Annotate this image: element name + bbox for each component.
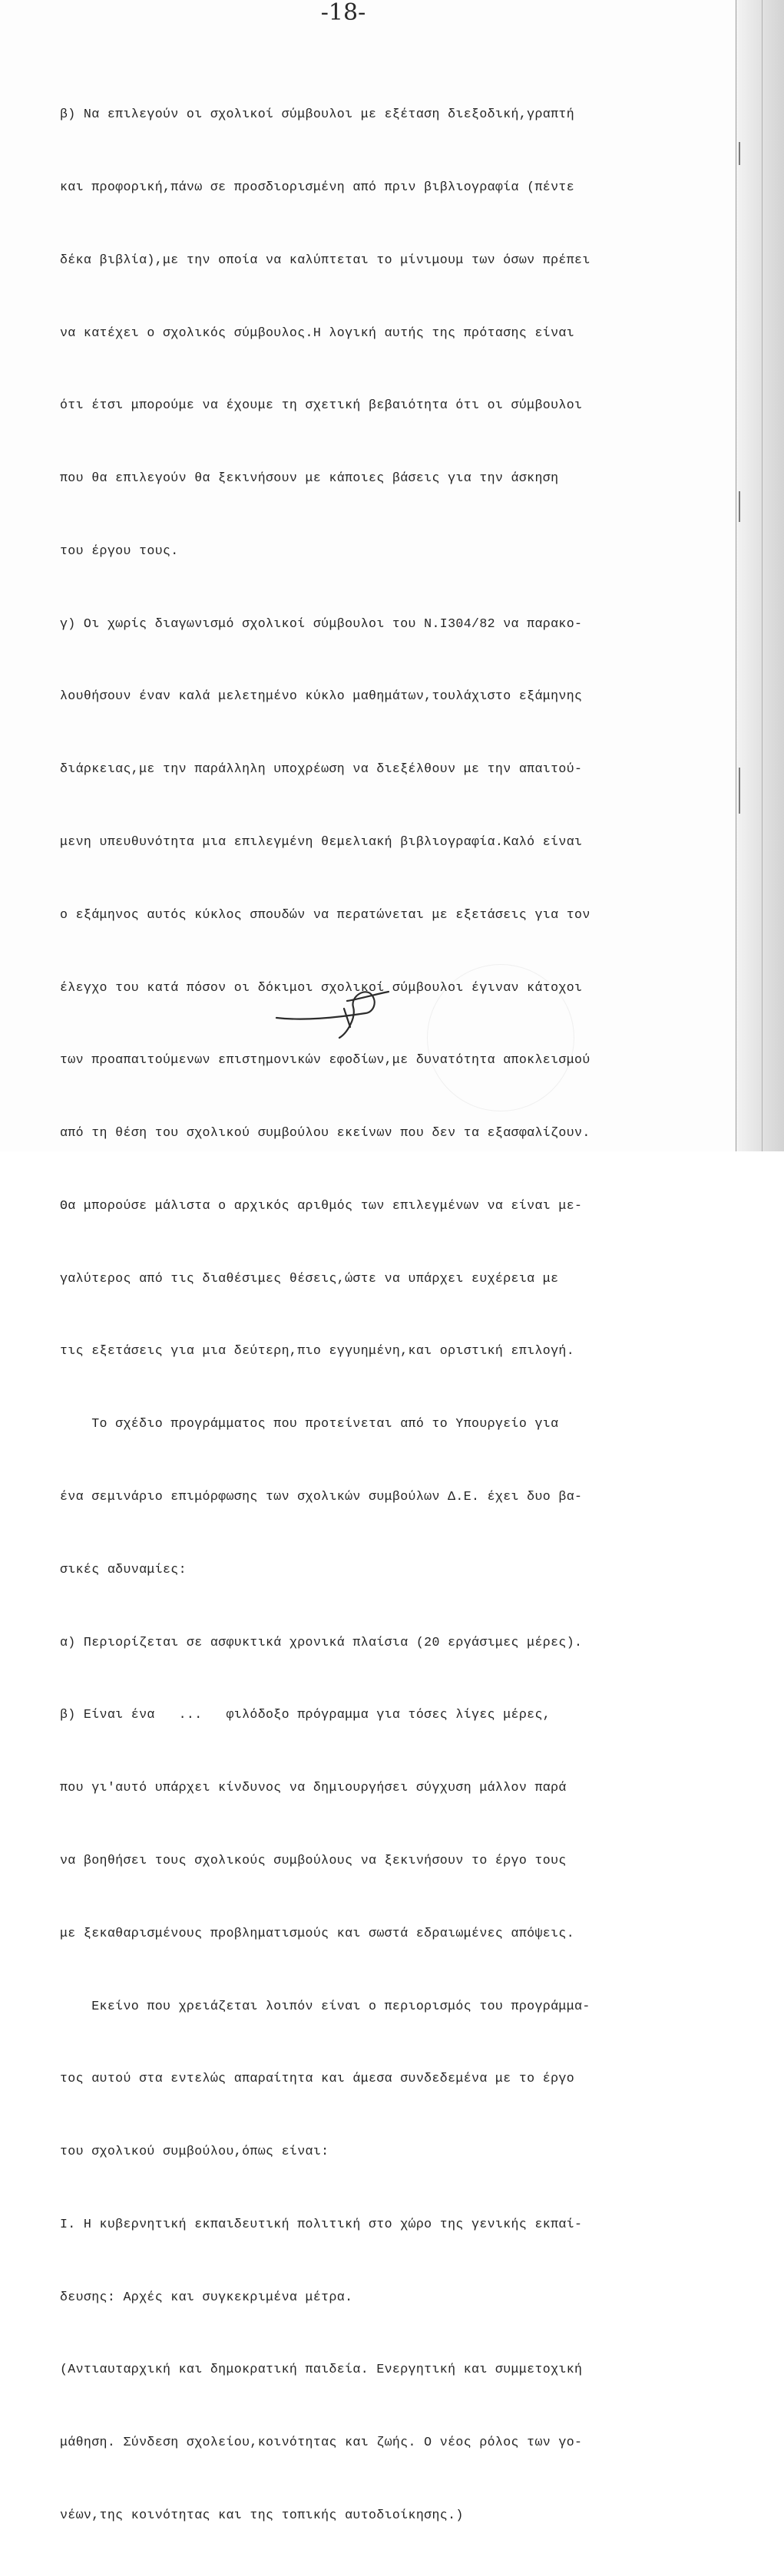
text-line: δέκα βιβλία),με την οποία να καλύπτεται το μίνιμουμ των όσων πρέπει [60,252,590,267]
text-line: Ι. Η κυβερνητική εκπαιδευτική πολιτική στο χώρο της γενικής εκπαί- [60,2216,583,2231]
text-line: και προφορική,πάνω σε προσδιορισμένη από πριν βιβλιογραφία (πέντε [60,179,575,194]
text-line: έλεγχο του κατά πόσον οι δόκιμοι σχολικοί σύμβουλοι έγιναν κάτοχοι [60,979,583,995]
text-line: μάθηση. Σύνδεση σχολείου,κοινότητας και ζωής. Ο νέος ρόλος των γο- [60,2435,583,2450]
text-line: των προαπαιτούμενων επιστημονικών εφοδίων,με δυνατότητα αποκλεισμού [60,1052,590,1068]
text-line: του σχολικού συμβούλου,όπως είναι: [60,2144,329,2159]
text-line: διάρκειας,με την παράλληλη υποχρέωση να διεξέλθουν με την απαιτού- [60,761,583,777]
text-line: ότι έτσι μπορούμε να έχουμε τη σχετική βεβαιότητα ότι οι σύμβουλοι [60,398,583,413]
page-number: -18- [320,0,366,26]
text-line: ο εξάμηνος αυτός κύκλος σπουδών να περατώνεται με εξετάσεις για τον [60,907,590,922]
edge-mark [739,142,740,165]
text-line: που γι'αυτό υπάρχει κίνδυνος να δημιουργήσει σύγχυση μάλλον παρά [60,1780,567,1795]
text-line: γ) Οι χωρίς διαγωνισμό σχολικοί σύμβουλοι του Ν.Ι304/82 να παρακο- [60,616,583,631]
text-line: του έργου τους. [60,543,179,558]
text-line: β) Να επιλεγούν οι σχολικοί σύμβουλοι με εξέταση διεξοδική,γραπτή [60,107,575,122]
text-line: μενη υπευθυνότητα μια επιλεγμένη θεμελιακή βιβλιογραφία.Καλό είναι [60,834,583,849]
text-line: που θα επιλεγούν θα ξεκινήσουν με κάποιες βάσεις για την άσκηση [60,471,559,486]
text-line: τος αυτού στα εντελώς απαραίτητα και άμεσα συνδεδεμένα με το έργο [60,2071,575,2086]
text-line: Το σχέδιο προγράμματος που προτείνεται από το Υπουργείο για [60,1416,559,1432]
text-line: α) Περιορίζεται σε ασφυκτικά χρονικά πλαίσια (20 εργάσιμες μέρες). [60,1634,583,1650]
text-line: Θα μπορούσε μάλιστα ο αρχικός αριθμός των επιλεγμένων να είναι με- [60,1197,583,1213]
text-line: β) Είναι ένα ... φιλόδοξο πρόγραμμα για τόσες λίγες μέρες, [60,1707,551,1722]
text-line: σικές αδυναμίες: [60,1561,187,1577]
text-line: νέων,της κοινότητας και της τοπικής αυτοδιοίκησης.) [60,2507,464,2522]
text-line: λουθήσουν έναν καλά μελετημένο κύκλο μαθημάτων,τουλάχιστο εξάμηνης [60,689,583,704]
edge-mark [739,491,740,522]
text-line: Εκείνο που χρειάζεται λοιπόν είναι ο περιορισμός του προγράμμα- [60,1998,590,2013]
faded-stamp [427,964,574,1111]
edge-mark [739,768,740,814]
text-line: με ξεκαθαρισμένους προβληματισμούς και σωστά εδραιωμένες απόψεις. [60,1925,575,1940]
text-line: (Αντιαυταρχική και δημοκρατική παιδεία. Ενεργητική και συμμετοχική [60,2362,583,2377]
text-line: γαλύτερος από τις διαθέσιμες θέσεις,ώστε να υπάρχει ευχέρεια με [60,1270,559,1286]
text-line: από τη θέση του σχολικού συμβούλου εκείνων που δεν τα εξασφαλίζουν. [60,1125,590,1141]
text-line: τις εξετάσεις για μια δεύτερη,πιο εγγυημένη,και οριστική επιλογή. [60,1343,575,1359]
binding-edge [736,0,784,1151]
signature-icon [273,987,396,1041]
body-text [60,54,690,2576]
text-line: να βοηθήσει τους σχολικούς συμβούλους να ξεκινήσουν το έργο τους [60,1852,567,1868]
text-line: ένα σεμινάριο επιμόρφωσης των σχολικών συμβούλων Δ.Ε. έχει δυο βα- [60,1489,583,1504]
text-line: να κατέχει ο σχολικός σύμβουλος.Η λογική αυτής της πρότασης είναι [60,325,575,340]
text-line: δευσης: Αρχές και συγκεκριμένα μέτρα. [60,2289,353,2304]
